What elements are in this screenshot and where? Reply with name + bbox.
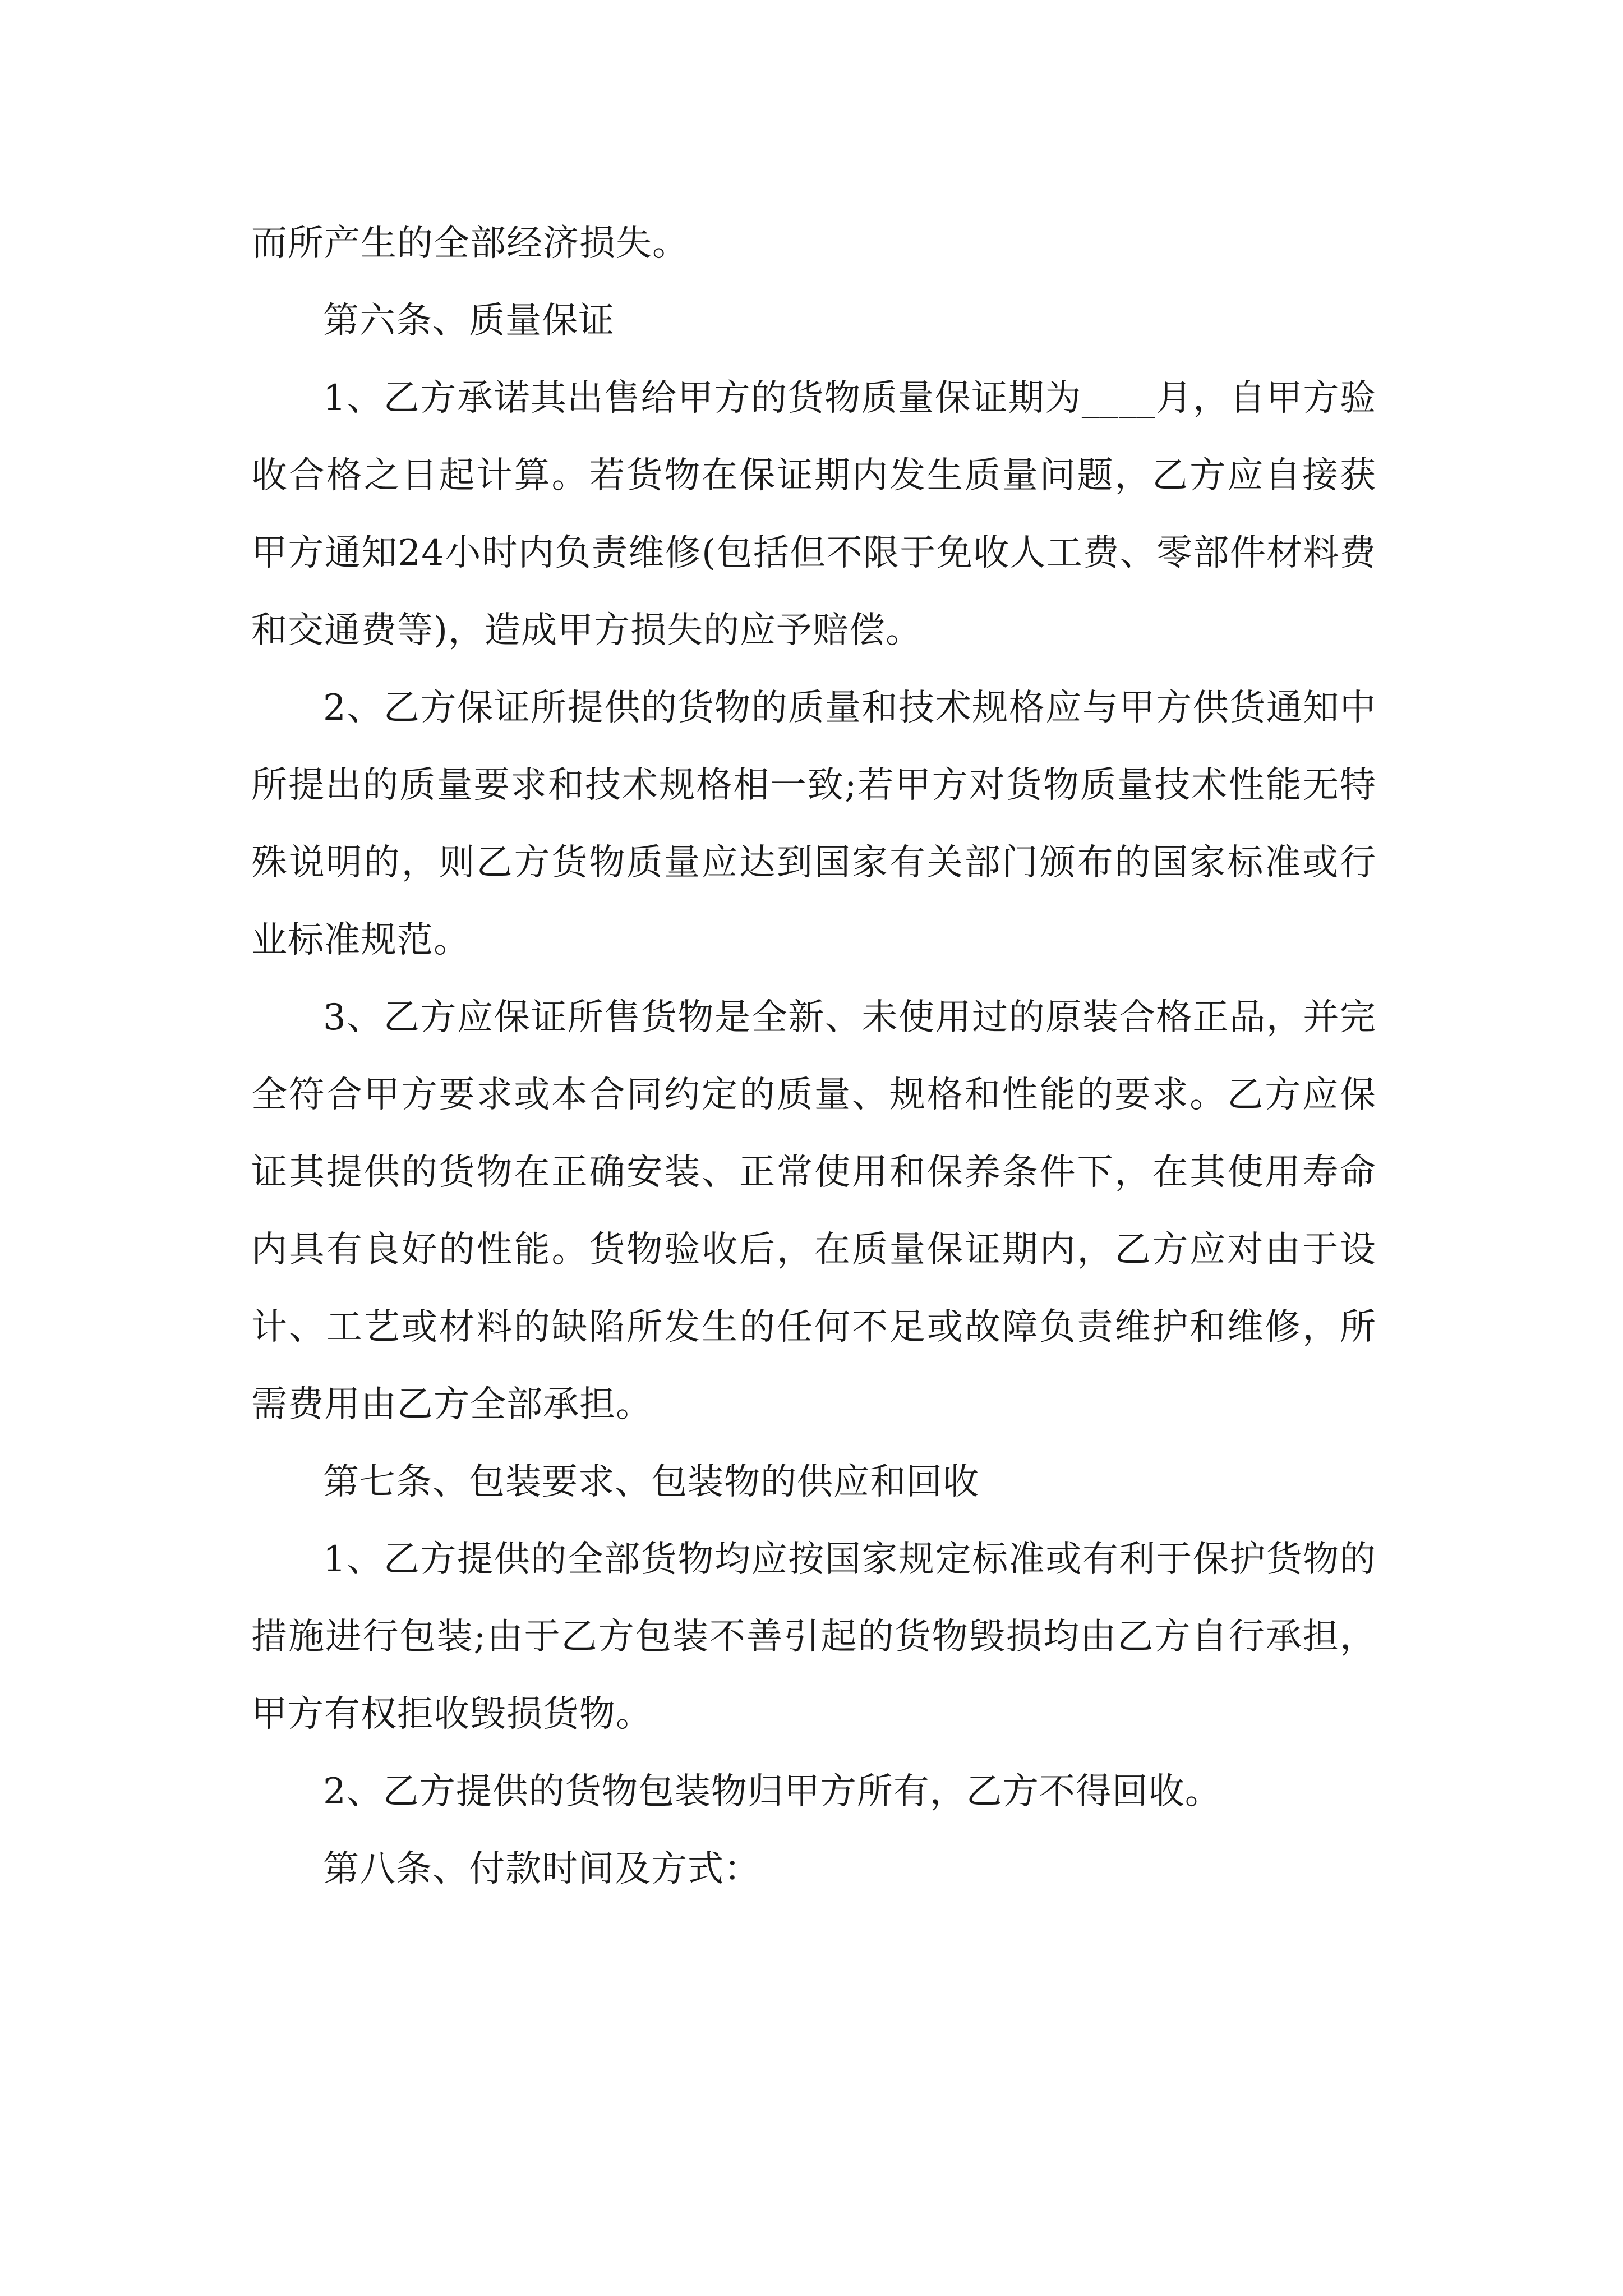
continuation-text: 而所产生的全部经济损失。 bbox=[251, 223, 689, 264]
article-7-heading: 第七条、包装要求、包装物的供应和回收 bbox=[323, 1461, 979, 1503]
article-7-item-1: 1、乙方提供的全部货物均应按国家规定标准或有利于保护货物的措施进行包装;由于乙方包装不善引起的货物毁损均由乙方自行承担，甲方有权拒收毁损货物。 bbox=[251, 1539, 1376, 1735]
article-6-heading: 第六条、质量保证 bbox=[323, 300, 615, 342]
article-8-heading: 第八条、付款时间及方式： bbox=[323, 1848, 760, 1890]
document-page bbox=[251, 205, 1376, 1908]
article-6-item-1: 1、乙方承诺其出售给甲方的货物质量保证期为____月，自甲方验收合格之日起计算。若货物在保证期内发生质量问题，乙方应自接获甲方通知24小时内负责维修(包括但不限于免收人工费、零部件材料费和交通费等)，造成甲方损失的应予赔偿。 bbox=[251, 378, 1376, 651]
article-6-item-2: 2、乙方保证所提供的货物的质量和技术规格应与甲方供货通知中所提出的质量要求和技术规格相一致;若甲方对货物质量技术性能无特殊说明的，则乙方货物质量应达到国家有关部门颁布的国家标准或行业标准规范。 bbox=[251, 687, 1376, 961]
article-6-item-3: 3、乙方应保证所售货物是全新、未使用过的原装合格正品，并完全符合甲方要求或本合同约定的质量、规格和性能的要求。乙方应保证其提供的货物在正确安装、正常使用和保养条件下，在其使用寿命内具有良好的性能。货物验收后，在质量保证期内，乙方应对由于设计、工艺或材料的缺陷所发生的任何不足或故障负责维护和维修，所需费用由乙方全部承担。 bbox=[251, 997, 1376, 1425]
article-7-item-2: 2、乙方提供的货物包装物归甲方所有，乙方不得回收。 bbox=[323, 1771, 1221, 1812]
